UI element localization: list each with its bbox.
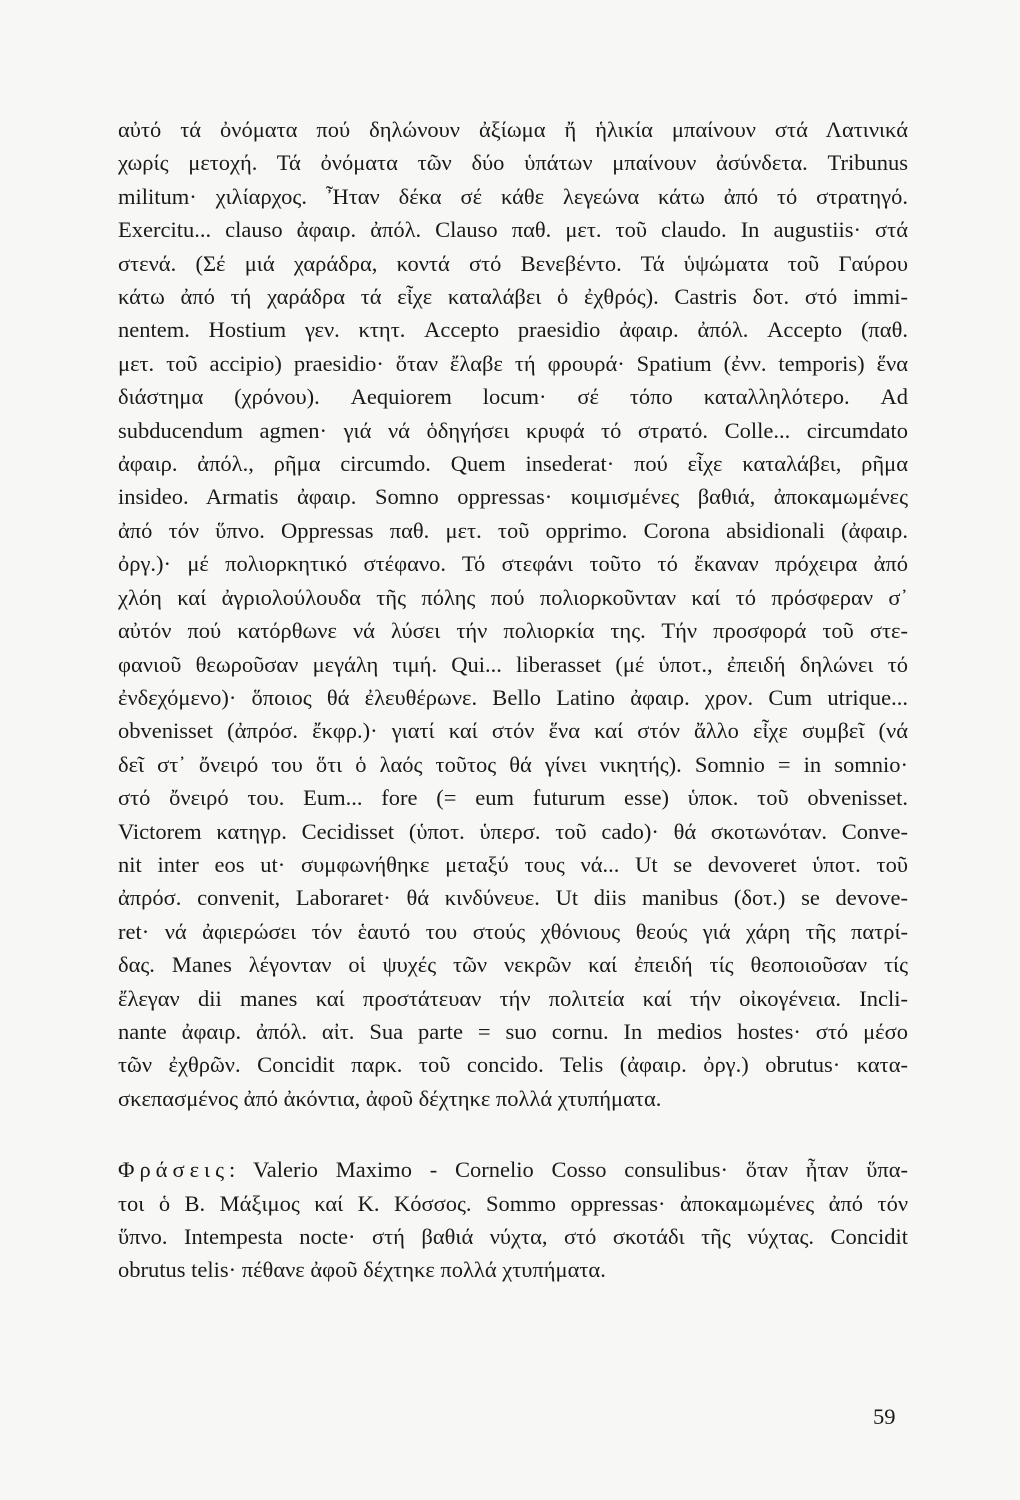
text-line: μετ. τοῦ accipio) praesidio· ὅταν ἔλαβε τή φρουρά· Spatium (ἐνν. temporis) ἕνα xyxy=(118,350,908,376)
page-body-text xyxy=(118,113,908,1287)
text-line: ἐνδεχόμενο)· ὅποιος θά ἐλευθέρωνε. Bello Latino ἀφαιρ. χρον. Cum utrique... xyxy=(118,684,908,710)
text-line: διάστημα (χρόνου). Aequiorem locum· σέ τόπο καταλληλότερο. Ad xyxy=(118,384,908,410)
page-number: 59 xyxy=(873,1404,896,1429)
text-line: κάτω ἀπό τή χαράδρα τά εἶχε καταλάβει ὁ ἐχθρός). Castris δοτ. στό immi- xyxy=(118,284,908,310)
text-line: insideo. Armatis ἀφαιρ. Somno oppressas· κοιμισμένες βαθιά, ἀποκαμωμένες xyxy=(118,484,908,510)
text-line: σκεπασμένος ἀπό ἀκόντια, ἀφοῦ δέχτηκε πολλά χτυπήματα. xyxy=(118,1085,662,1111)
text-line: χωρίς μετοχή. Τά ὀνόματα τῶν δύο ὑπάτων μπαίνουν ἀσύνδετα. Tribunus xyxy=(118,150,908,176)
text-line: nentem. Hostium γεν. κτητ. Accepto praesidio ἀφαιρ. ἀπόλ. Accepto (παθ. xyxy=(118,317,908,343)
phrases-heading-colon: : xyxy=(229,1157,236,1183)
text-line: τῶν ἐχθρῶν. Concidit παρκ. τοῦ concido. Telis (ἀφαιρ. ὀργ.) obrutus· κατα- xyxy=(118,1052,908,1078)
text-line: χλόη καί ἀγριολούλουδα τῆς πόλης πού πολιορκοῦνταν καί τό πρόσφεραν σ᾽ xyxy=(118,584,908,610)
text-line: ὀργ.)· μέ πολιορκητικό στέφανο. Τό στεφάνι τοῦτο τό ἔκαναν πρόχειρα ἀπό xyxy=(118,551,908,577)
text-line: Victorem κατηγρ. Cecidisset (ὑποτ. ὑπερσ. τοῦ cado)· θά σκοτωνόταν. Conve- xyxy=(118,818,908,844)
phrases-first-line-text: Valerio Maximo - Cornelio Cosso consulibus· ὅταν ἦταν ὕπα- xyxy=(235,1157,908,1183)
text-line: στενά. (Σέ μιά χαράδρα, κοντά στό Βενεβέντο. Τά ὑψώματα τοῦ Γαύρου xyxy=(118,250,908,276)
text-line: ἀφαιρ. ἀπόλ., ρῆμα circumdo. Quem insederat· πού εἶχε καταλάβει, ρῆμα xyxy=(118,451,908,477)
text-line: subducendum agmen· γιά νά ὁδηγήσει κρυφά τό στρατό. Colle... circumdato xyxy=(118,417,908,443)
phrases-heading: Φράσεις xyxy=(118,1157,230,1183)
text-line: αὐτόν πού κατόρθωνε νά λύσει τήν πολιορκία της. Τήν προσφορά τοῦ στε- xyxy=(118,618,908,644)
phrases-paragraph xyxy=(118,1153,908,1287)
text-line xyxy=(118,1153,908,1186)
text-line: Exercitu... clauso ἀφαιρ. ἀπόλ. Clauso παθ. μετ. τοῦ claudo. In augustiis· στά xyxy=(118,217,908,243)
commentary-paragraph xyxy=(118,113,908,1115)
text-line: nante ἀφαιρ. ἀπόλ. αἰτ. Sua parte = suo cornu. In medios hostes· στό μέσο xyxy=(118,1018,908,1044)
text-line: ἀπό τόν ὕπνο. Oppressas παθ. μετ. τοῦ opprimo. Corona absidionali (ἀφαιρ. xyxy=(118,517,908,543)
text-line: ret· νά ἀφιερώσει τόν ἑαυτό του στούς χθόνιους θεούς γιά χάρη τῆς πατρί- xyxy=(118,918,908,944)
text-line: obvenisset (ἀπρόσ. ἔκφρ.)· γιατί καί στόν ἕνα καί στόν ἄλλο εἶχε συμβεῖ (νά xyxy=(118,718,908,744)
text-line: φανιοῦ θεωροῦσαν μεγάλη τιμή. Qui... liberasset (μέ ὑποτ., ἐπειδή δηλώνει τό xyxy=(118,651,908,677)
text-line: δεῖ στ᾽ ὄνειρό του ὅτι ὁ λαός τοῦτος θά γίνει νικητής). Somnio = in somnio· xyxy=(118,751,908,777)
text-line: τοι ὁ Β. Μάξιμος καί Κ. Κόσσος. Sommo oppressas· ἀποκαμωμένες ἀπό τόν xyxy=(118,1190,908,1216)
paragraph-gap xyxy=(118,1115,908,1153)
text-line: ἔλεγαν dii manes καί προστάτευαν τήν πολιτεία καί τήν οἰκογένεια. Incli- xyxy=(118,985,908,1011)
text-line: ὕπνο. Intempesta nocte· στή βαθιά νύχτα, στό σκοτάδι τῆς νύχτας. Concidit xyxy=(118,1224,908,1249)
text-line: militum· χιλίαρχος. Ἦταν δέκα σέ κάθε λεγεώνα κάτω ἀπό τό στρατηγό. xyxy=(118,183,908,209)
text-line: obrutus telis· πέθανε ἀφοῦ δέχτηκε πολλά χτυπήματα. xyxy=(118,1257,606,1283)
text-line: ἀπρόσ. convenit, Laboraret· θά κινδύνευε. Ut diis manibus (δοτ.) se devove- xyxy=(118,885,908,911)
text-line: στό ὄνειρό του. Eum... fore (= eum futurum esse) ὑποκ. τοῦ obvenisset. xyxy=(118,785,908,811)
text-line: αὐτό τά ὀνόματα πού δηλώνουν ἀξίωμα ἤ ἡλικία μπαίνουν στά Λατινικά xyxy=(118,117,908,142)
text-line: δας. Manes λέγονταν οἱ ψυχές τῶν νεκρῶν καί ἐπειδή τίς θεοποιοῦσαν τίς xyxy=(118,952,908,978)
text-line: nit inter eos ut· συμφωνήθηκε μεταξύ τους νά... Ut se devoveret ὑποτ. τοῦ xyxy=(118,851,908,877)
